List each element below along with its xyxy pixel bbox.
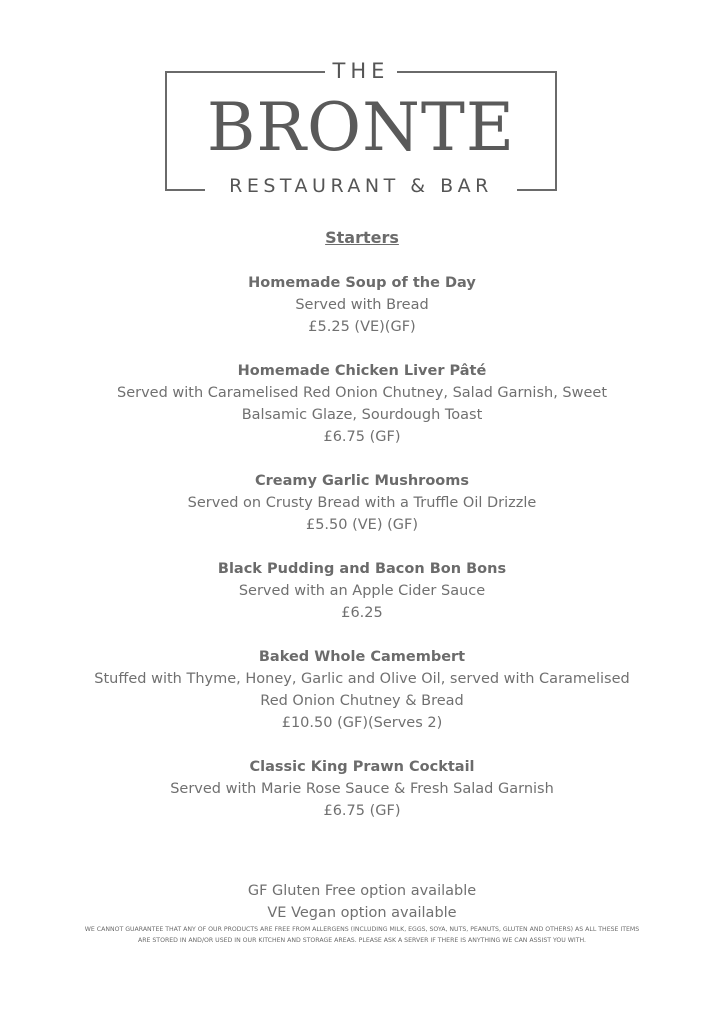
item-description: Served with an Apple Cider Sauce: [238, 583, 486, 599]
item-price: £10.50 (GF)(Serves 2): [281, 715, 443, 731]
legend-vegan: VE Vegan option available: [267, 905, 457, 921]
item-description: Served with Caramelised Red Onion Chutney, Salad Garnish, Sweet Balsamic Glaze, Sourdough Toast: [117, 385, 607, 423]
item-price: £6.25: [341, 605, 383, 621]
item-price: £5.50 (VE) (GF): [305, 517, 418, 533]
dietary-legend: [0, 880, 724, 924]
legend-gluten-free: GF Gluten Free option available: [247, 883, 477, 899]
logo-name: BRONTE: [206, 89, 516, 166]
menu-item: [0, 558, 724, 624]
menu-item: [0, 756, 724, 822]
menu-item: [0, 470, 724, 536]
item-price: £6.75 (GF): [323, 803, 401, 819]
item-description: Served on Crusty Bread with a Truffle Oil Drizzle: [187, 495, 537, 511]
allergen-disclaimer: WE CANNOT GUARANTEE THAT ANY OF OUR PRODUCTS ARE FREE FROM ALLERGENS (INCLUDING MILK, EGGS, SOYA, NUTS, PEANUTS, GLUTEN AND OTHERS) AS ALL THESE ITEMS ARE STORED IN AND/OR USED IN OUR KITCHEN AND STORAGE AREAS. PLEASE ASK A SERVER IF THERE IS ANYTHING WE CAN ASSIST YOU WITH.: [84, 926, 640, 944]
menu-item: [0, 646, 724, 734]
item-name: Creamy Garlic Mushrooms: [255, 473, 469, 489]
menu-item: [0, 272, 724, 338]
item-name: Classic King Prawn Cocktail: [249, 759, 475, 775]
menu-item: [0, 360, 724, 448]
item-description: Stuffed with Thyme, Honey, Garlic and Olive Oil, served with Caramelised Red Onion Chutney & Bread: [94, 671, 630, 709]
logo-subtitle: RESTAURANT & BAR: [229, 175, 493, 197]
item-name: Black Pudding and Bacon Bon Bons: [217, 561, 507, 577]
item-price: £6.75 (GF): [323, 429, 401, 445]
restaurant-logo: [165, 58, 557, 197]
item-name: Homemade Chicken Liver Pâté: [237, 363, 487, 379]
item-description: Served with Marie Rose Sauce & Fresh Salad Garnish: [170, 781, 554, 797]
section-title: Starters: [325, 228, 399, 247]
logo-the-text: THE: [332, 59, 390, 83]
item-price: £5.25 (VE)(GF): [308, 319, 416, 335]
menu-list: [0, 272, 724, 844]
item-description: Served with Bread: [295, 297, 429, 313]
item-name: Homemade Soup of the Day: [248, 275, 476, 291]
item-name: Baked Whole Camembert: [258, 649, 466, 665]
